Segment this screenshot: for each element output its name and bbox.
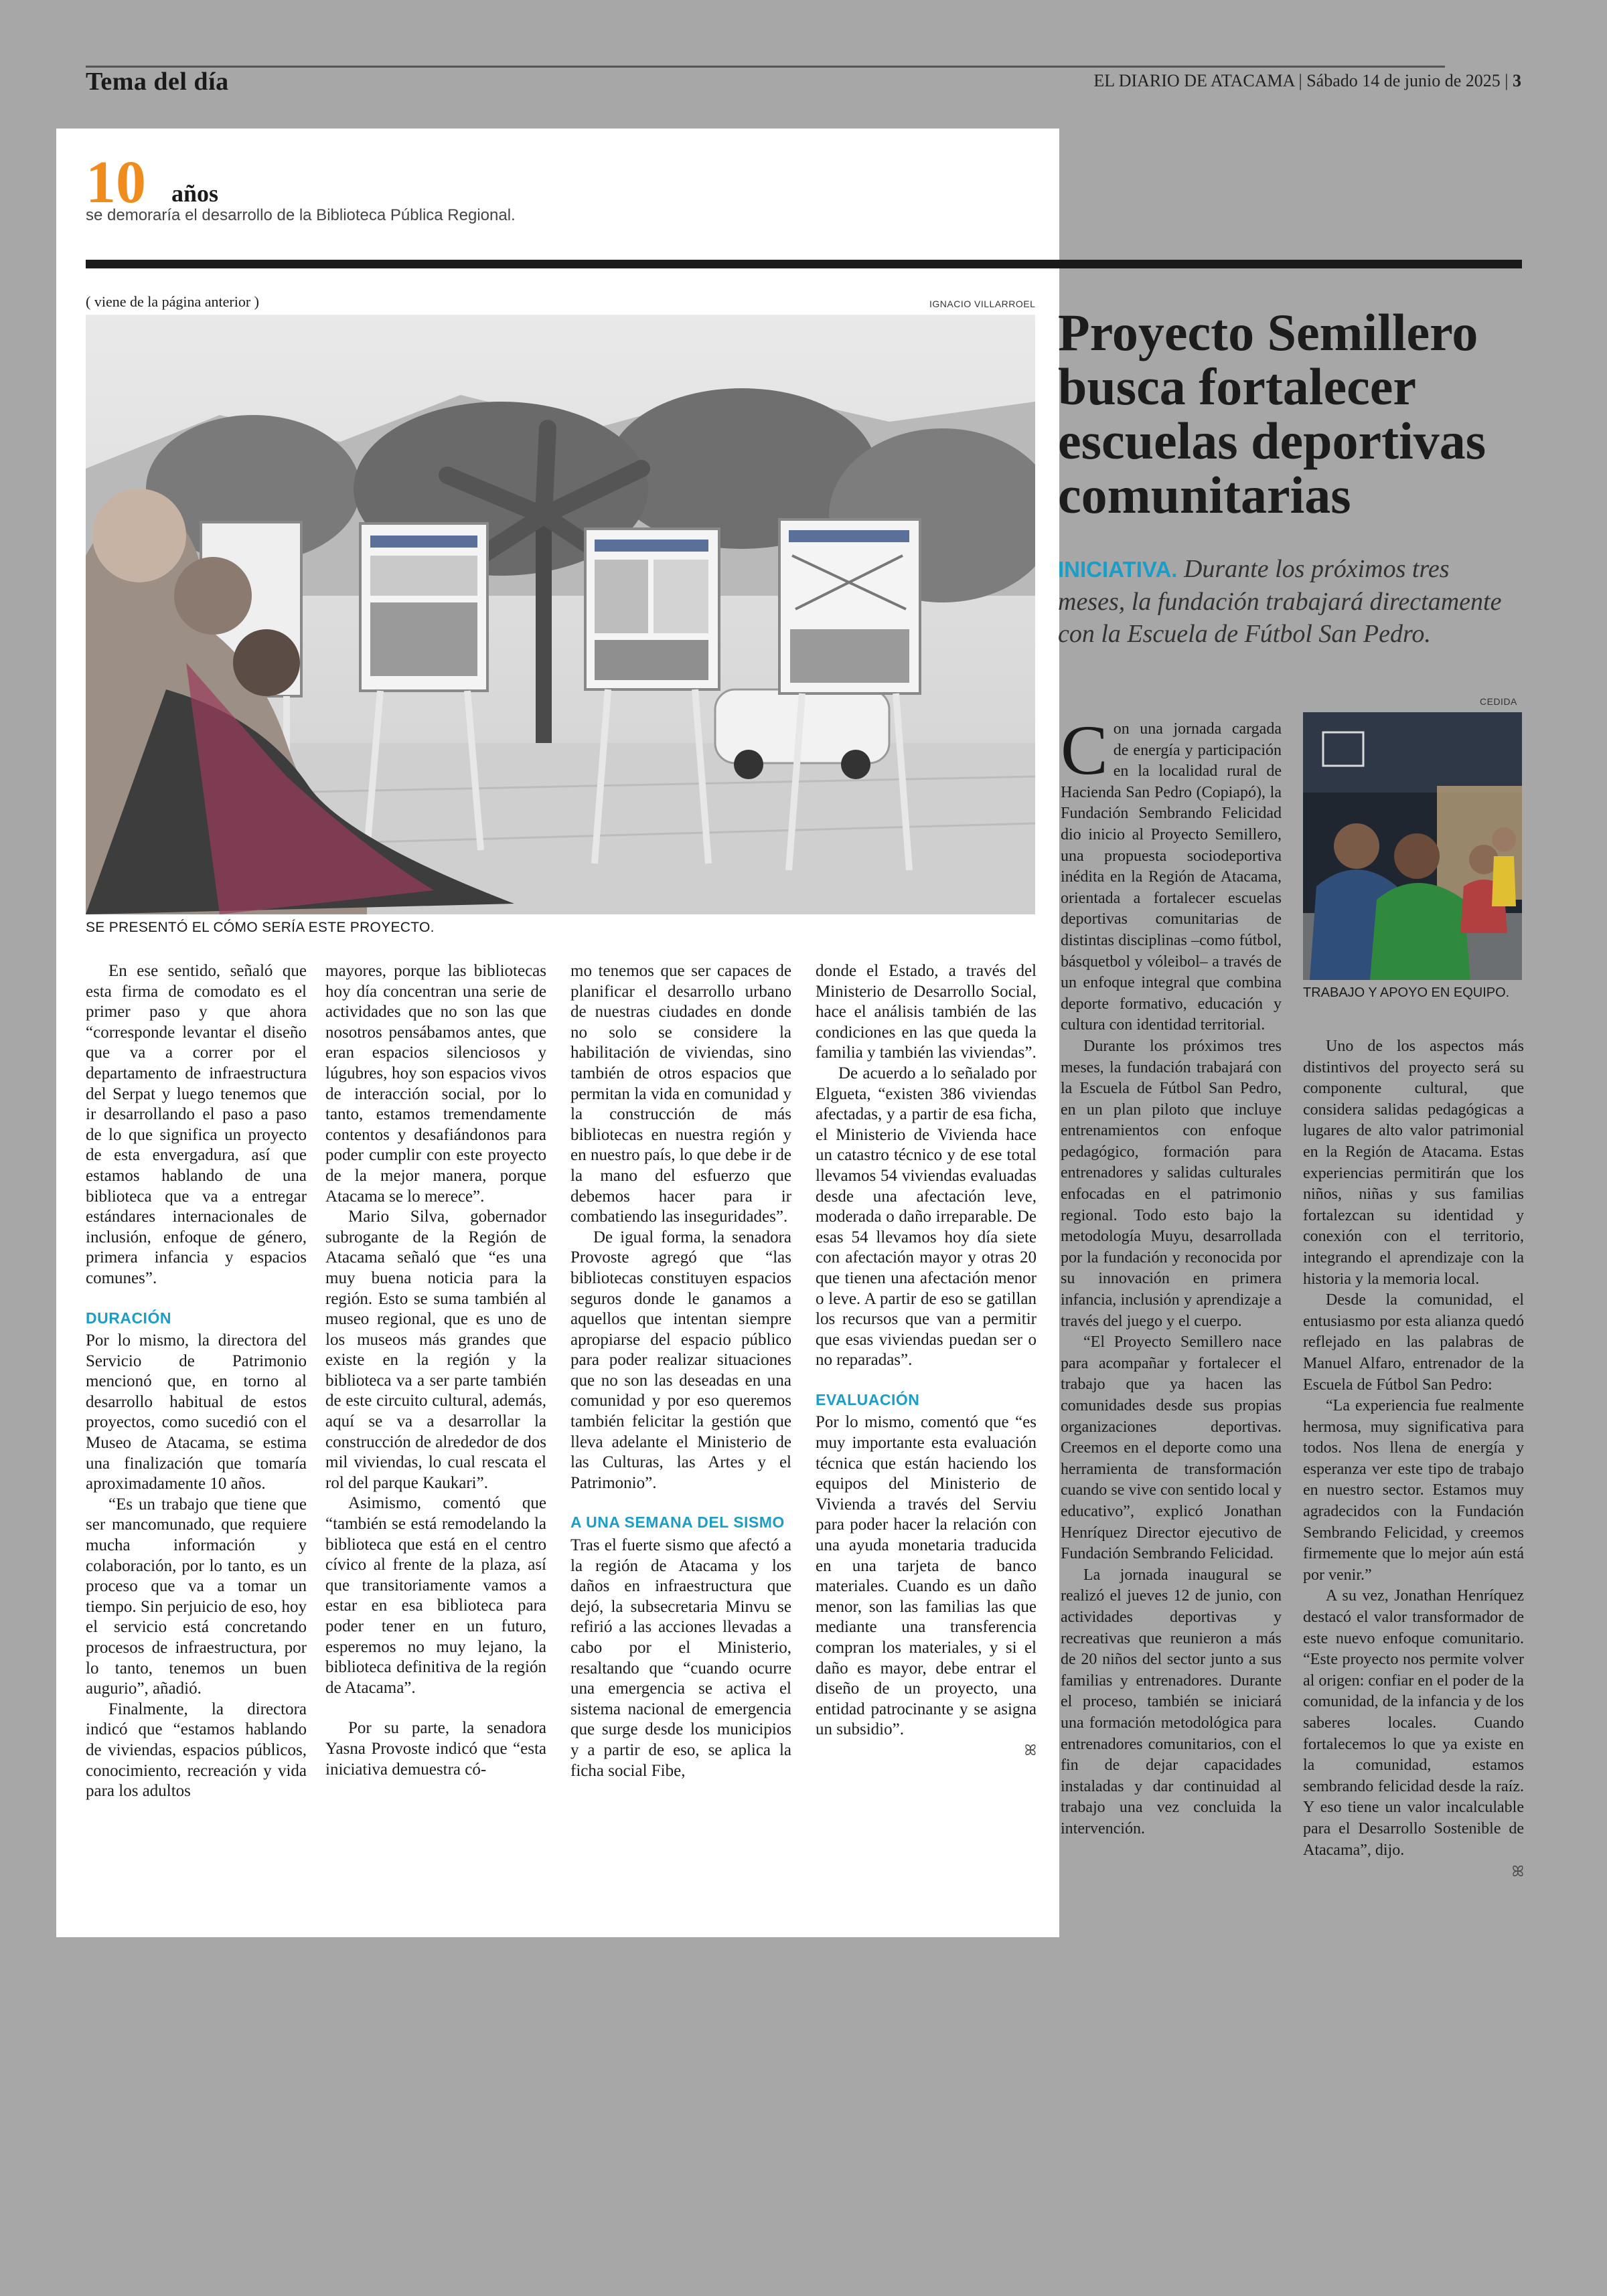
photo-credit-right: CEDIDA	[1480, 696, 1517, 707]
drop-cap: C	[1061, 711, 1108, 789]
paragraph: Finalmente, la directora indicó que “estamos hablando de viviendas, espacios públicos, conocimiento, recreación y vida para los adultos	[86, 1700, 307, 1801]
paragraph: Por lo mismo, la directora del Servicio de Patrimonio mencionó que, en torno al desarrollo habitual de estos proyectos, como sucedió con el Museo de Atacama, se estima una finalización que tomaría aproximadamente 10 años.	[86, 1331, 307, 1493]
header-folio: EL DIARIO DE ATACAMA | Sábado 14 de junio de 2025 | 3	[1093, 71, 1521, 90]
article-column-1	[86, 961, 307, 1901]
paragraph: Durante los próximos tres meses, la fundación trabajará con la Escuela de Fútbol San Pedro, en un plan piloto que incluye entrenamientos con enfoque pedagógico, formación para entrenadores y salidas culturales enfocadas en el patrimonio regional. Todo esto bajo la metodología Muyu, desarrollada por la fundación y reconocida por su innovación en primera infancia, inclusión y aprendizaje a través del juego y el cuerpo.	[1061, 1037, 1282, 1330]
paragraph: “La experiencia fue realmente hermosa, muy significativa para todos. Nos llena de energía y esperanza ver este tipo de trabajo en nuestro sector. Estamos muy agradecidos con la Fundación Sembrando Felicidad, y creemos firmemente que lo mejor aún está por venir.”	[1303, 1397, 1524, 1584]
paragraph: Tras el fuerte sismo que afectó a la región de Atacama y los daños en infraestructura que dejó, la subsecretaria Minvu se refirió a las acciones llevadas a cabo por el Ministerio, resaltando que “cuando ocurre una emergencia se activa el sistema nacional de emergencia que surge desde los municipios y a partir de eso, se aplica la ficha social Fibe,	[570, 1536, 791, 1780]
paragraph: Mario Silva, gobernador subrogante de la Región de Atacama señaló que “es una muy buena noticia para la región. Esto se suma también al museo regional, que es uno de los museos más grandes que existe en la región y la biblioteca va a ser parte también de este circuito cultural, además, aquí se va a desarrollar la construcción de alrededor de dos mil viviendas, lo cual rescata el rol del parque Kaukari”.	[325, 1208, 546, 1492]
paragraph: mayores, porque las bibliotecas hoy día concentran una serie de actividades que no son las que nosotros pensábamos antes, que eran espacios silenciosos y lúgubres, hoy son espacios vivos de interacción social, por lo tanto, estamos tremendamente contentos y desafiándonos para poder cumplir con este proyecto de la mejor manera, porque Atacama se lo merece”.	[325, 962, 546, 1206]
deck-tag: INICIATIVA.	[1058, 557, 1178, 582]
paragraph: mo tenemos que ser capaces de planificar el desarrollo urbano de nuestras ciudades en donde no solo se considere la habilitación de viviendas, sino también de otros espacios que permitan la vida en comunidad y la construcción de más bibliotecas en nuestra región y en nuestro país, lo que debe ir de la mano del esfuerzo que debemos hacer para ir combatiendo las inseguridades”.	[570, 962, 791, 1226]
article-column-4	[816, 961, 1037, 1901]
paragraph: Por su parte, la senadora Yasna Provoste indicó que “esta iniciativa demuestra có-	[325, 1719, 546, 1779]
infobox-number: 10	[86, 149, 146, 216]
paragraph: De igual forma, la senadora Provoste agregó que “las bibliotecas constituyen espacios seguros donde le ganamos a aquellos que intentan siempre apropiarse del espacio público para poder realizar situaciones que no son las deseadas en una comunidad y por eso queremos también felicitar la gestión que lleva adelante el Ministerio de las Culturas, las Artes y el Patrimonio”.	[570, 1228, 791, 1492]
paragraph: A su vez, Jonathan Henríquez destacó el valor transformador de este nuevo enfoque comunitario. “Este proyecto nos permite volver al origen: confiar en el poder de la comunidad, de la infancia y de los saberes locales. Cuando fortalecemos lo que ya existe en la comunidad, estamos sembrando felicidad desde la raíz. Y eso tiene un valor incalculable para el Desarrollo Sostenible de Atacama”, dijo.	[1303, 1587, 1524, 1859]
infobox-unit: años	[171, 180, 219, 207]
team-photo-caption: TRABAJO Y APOYO EN EQUIPO.	[1303, 985, 1510, 1000]
end-mark: ꕤ	[1024, 1741, 1037, 1758]
paragraph: Desde la comunidad, el entusiasmo por esta alianza quedó reflejado en las palabras de Manuel Alfaro, entrenador de la Escuela de Fútbol San Pedro:	[1303, 1291, 1524, 1394]
subhead-duracion: DURACIÓN	[86, 1309, 171, 1327]
deck-text: Durante los próximos tres meses, la fundación trabajará directamente con la Escuela de Fútbol San Pedro.	[1058, 555, 1502, 648]
deck	[1058, 553, 1520, 650]
end-mark-right: ꕤ	[1511, 1863, 1524, 1880]
subhead-sismo: A UNA SEMANA DEL SISMO	[570, 1513, 785, 1532]
subhead-evaluacion: EVALUACIÓN	[816, 1390, 920, 1408]
paragraph: Asimismo, comentó que “también se está remodelando la biblioteca que está en el centro cívico al frente de la plaza, así que transitoriamente vamos a estar en esa biblioteca para poder tener en un futuro, esperemos no muy lejano, la biblioteca definitiva de la región de Atacama”.	[325, 1494, 546, 1697]
paragraph: “Es un trabajo que tiene que ser mancomunado, que requiere mucha información y colaboración, por lo tanto, es un proceso que va a tomar un tiempo. Sin perjuicio de eso, hoy el servicio está concretando procesos de infraestructura, por lo tanto, tenemos un buen augurio”, añadió.	[86, 1495, 307, 1698]
photo-credit: IGNACIO VILLARROEL	[929, 299, 1036, 309]
headline: Proyecto Semillero busca fortalecer escuelas deportivas comunitarias	[1058, 303, 1486, 524]
photo-caption: SE PRESENTÓ EL CÓMO SERÍA ESTE PROYECTO.	[86, 920, 435, 935]
article-column-2	[325, 961, 546, 1901]
team-photo	[1303, 712, 1522, 980]
infobox-text: se demoraría el desarrollo de la Biblioteca Pública Regional.	[86, 206, 516, 224]
paragraph: “El Proyecto Semillero nace para acompañar y fortalecer el trabajo que ya hacen las comunidades desde sus propias organizaciones deportivas. Creemos en el deporte como una herramienta de transformación cuando se vive con sentido local y educativo”, explicó Jonathan Henríquez Director ejecutivo de Fundación Sembrando Felicidad.	[1061, 1333, 1282, 1563]
paragraph: La jornada inaugural se realizó el jueves 12 de junio, con actividades deportivas y recreativas que reunieron a más de 20 niños del sector junto a sus familias y entrenadores. Durante el proceso, también se iniciará una formación metodológica para entrenadores comunitarios, con el fin de dejar capacidades instaladas y dar continuidad al trabajo una vez concluida la intervención.	[1061, 1566, 1282, 1837]
event-photo-illustration	[86, 315, 1035, 914]
paragraph: De acuerdo a lo señalado por Elgueta, “existen 386 viviendas afectadas, y a partir de esa ficha, el Ministerio de Vivienda hace un catastro técnico y de ese total llevamos 54 viviendas evaluadas desde una afectación leve, moderada o daño irreparable. De esas 54 llevamos hoy día siete con afectación mayor y otras 20 que tienen una afectación menor o leve. A partir de eso se gatillan los recursos que van a permitir que esas viviendas puedan ser o no reparadas”.	[816, 1064, 1037, 1370]
section-title: Tema del día	[86, 68, 229, 96]
event-photo	[86, 315, 1035, 914]
section-divider	[86, 260, 1522, 268]
continued-note: ( viene de la página anterior )	[86, 293, 259, 310]
paragraph: Uno de los aspectos más distintivos del proyecto será su componente cultural, que considera salidas pedagógicas a lugares de alto valor patrimonial en la Región de Atacama. Estas experiencias permitirán que los niños, niñas y sus familias fortalezcan su identidad y conexión con el territorio, integrando el aprendizaje con la historia y la memoria local.	[1303, 1038, 1524, 1288]
paragraph: donde el Estado, a través del Ministerio de Desarrollo Social, hace el análisis también de las condiciones en las que queda la familia y también las viviendas”.	[816, 962, 1037, 1062]
right-column-1	[1061, 711, 1282, 1839]
lead-paragraph: Con una jornada cargada de energía y participación en la localidad rural de Hacienda San Pedro (Copiapó), la Fundación Sembrando Felicidad dio inicio al Proyecto Semillero, una propuesta sociodeportiva inédita en la Región de Atacama, orientada a fortalecer escuelas deportivas comunitarias de distintas disciplinas –como fútbol, básquetbol y vóleibol– a través de un enfoque integral que combina deporte formativo, educación y cultura con identidad territorial.	[1061, 711, 1282, 1034]
paragraph: En ese sentido, señaló que esta firma de comodato es el primer paso y que ahora “corresponde levantar el diseño que va a correr por el departamento de infraestructura del Serpat y luego tenemos que ir desarrollando el paso a paso de lo que significa un proyecto de esta envergadura, así que estamos hablando de una biblioteca que va a entregar estándares internacionales de inclusión, enfoque de género, primera infancia y espacios comunes”.	[86, 962, 307, 1287]
paper-name: EL DIARIO DE ATACAMA	[1093, 71, 1294, 90]
team-photo-illustration	[1303, 712, 1522, 980]
page-number: 3	[1513, 71, 1521, 90]
header-rule	[86, 66, 1445, 68]
article-column-3	[570, 961, 791, 1901]
issue-date: Sábado 14 de junio de 2025	[1306, 71, 1501, 90]
right-column-2	[1303, 1036, 1524, 1883]
paragraph: Por lo mismo, comentó que “es muy importante esta evaluación técnica que están haciendo los equipos del Ministerio de Vivienda a través del Serviu para poder hacer la relación con una ayuda monetaria traducida en una tarjeta de banco materiales. Cuando es un daño menor, son las familias las que mediante una transferencia compran los materiales, y si el daño es mayor, debe entrar el diseño de un proyecto, una entidad patrocinante y se asigna un subsidio”.	[816, 1413, 1037, 1739]
